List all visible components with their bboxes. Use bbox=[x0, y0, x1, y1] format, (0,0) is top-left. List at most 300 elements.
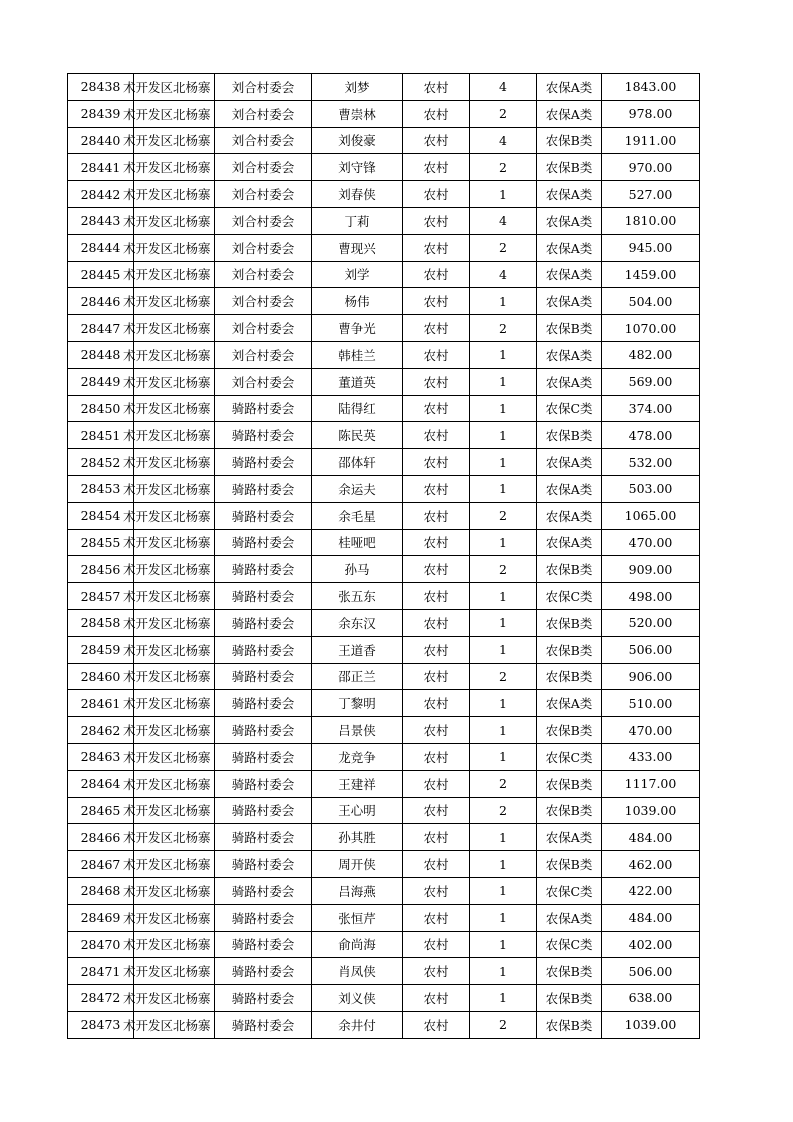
row-id-cell: 28438 bbox=[68, 74, 134, 101]
household-type-cell: 农村 bbox=[403, 341, 470, 368]
district-cell: 术开发区北杨寨 bbox=[134, 1011, 215, 1038]
row-id-cell: 28440 bbox=[68, 127, 134, 154]
row-id-cell: 28468 bbox=[68, 877, 134, 904]
household-type-cell: 农村 bbox=[403, 985, 470, 1012]
table-row bbox=[68, 797, 700, 824]
amount-cell: 498.00 bbox=[602, 583, 700, 610]
row-id-cell: 28452 bbox=[68, 449, 134, 476]
committee-cell: 骑路村委会 bbox=[215, 422, 312, 449]
name-cell: 肖凤侠 bbox=[312, 958, 403, 985]
row-id-cell: 28470 bbox=[68, 931, 134, 958]
category-cell: 农保A类 bbox=[537, 181, 602, 208]
member-count-cell: 2 bbox=[470, 556, 537, 583]
member-count-cell: 1 bbox=[470, 341, 537, 368]
district-cell: 术开发区北杨寨 bbox=[134, 904, 215, 931]
committee-cell: 骑路村委会 bbox=[215, 529, 312, 556]
committee-cell: 骑路村委会 bbox=[215, 985, 312, 1012]
category-cell: 农保B类 bbox=[537, 154, 602, 181]
row-id-cell: 28454 bbox=[68, 502, 134, 529]
committee-cell: 刘合村委会 bbox=[215, 234, 312, 261]
table-row bbox=[68, 1011, 700, 1038]
name-cell: 邵正兰 bbox=[312, 663, 403, 690]
table-row bbox=[68, 743, 700, 770]
row-id-cell: 28447 bbox=[68, 315, 134, 342]
category-cell: 农保B类 bbox=[537, 422, 602, 449]
committee-cell: 刘合村委会 bbox=[215, 154, 312, 181]
district-cell: 术开发区北杨寨 bbox=[134, 234, 215, 261]
household-type-cell: 农村 bbox=[403, 475, 470, 502]
category-cell: 农保A类 bbox=[537, 207, 602, 234]
member-count-cell: 1 bbox=[470, 824, 537, 851]
amount-cell: 1810.00 bbox=[602, 207, 700, 234]
row-id-cell: 28441 bbox=[68, 154, 134, 181]
table-row bbox=[68, 877, 700, 904]
category-cell: 农保A类 bbox=[537, 824, 602, 851]
table-row bbox=[68, 717, 700, 744]
row-id-cell: 28442 bbox=[68, 181, 134, 208]
committee-cell: 骑路村委会 bbox=[215, 797, 312, 824]
name-cell: 龙竞争 bbox=[312, 743, 403, 770]
household-type-cell: 农村 bbox=[403, 743, 470, 770]
name-cell: 刘春侠 bbox=[312, 181, 403, 208]
committee-cell: 刘合村委会 bbox=[215, 368, 312, 395]
amount-cell: 1911.00 bbox=[602, 127, 700, 154]
category-cell: 农保C类 bbox=[537, 931, 602, 958]
district-cell: 术开发区北杨寨 bbox=[134, 824, 215, 851]
name-cell: 刘守锋 bbox=[312, 154, 403, 181]
name-cell: 曹争光 bbox=[312, 315, 403, 342]
row-id-cell: 28451 bbox=[68, 422, 134, 449]
district-cell: 术开发区北杨寨 bbox=[134, 315, 215, 342]
district-cell: 术开发区北杨寨 bbox=[134, 583, 215, 610]
amount-cell: 945.00 bbox=[602, 234, 700, 261]
committee-cell: 骑路村委会 bbox=[215, 904, 312, 931]
row-id-cell: 28461 bbox=[68, 690, 134, 717]
table-row bbox=[68, 154, 700, 181]
household-type-cell: 农村 bbox=[403, 529, 470, 556]
household-type-cell: 农村 bbox=[403, 556, 470, 583]
name-cell: 余东汉 bbox=[312, 609, 403, 636]
amount-cell: 1065.00 bbox=[602, 502, 700, 529]
category-cell: 农保A类 bbox=[537, 502, 602, 529]
household-type-cell: 农村 bbox=[403, 636, 470, 663]
row-id-cell: 28453 bbox=[68, 475, 134, 502]
committee-cell: 骑路村委会 bbox=[215, 449, 312, 476]
amount-cell: 402.00 bbox=[602, 931, 700, 958]
committee-cell: 骑路村委会 bbox=[215, 690, 312, 717]
amount-cell: 978.00 bbox=[602, 100, 700, 127]
row-id-cell: 28443 bbox=[68, 207, 134, 234]
amount-cell: 484.00 bbox=[602, 824, 700, 851]
committee-cell: 骑路村委会 bbox=[215, 824, 312, 851]
member-count-cell: 1 bbox=[470, 877, 537, 904]
household-type-cell: 农村 bbox=[403, 958, 470, 985]
member-count-cell: 4 bbox=[470, 127, 537, 154]
committee-cell: 骑路村委会 bbox=[215, 717, 312, 744]
table-row bbox=[68, 181, 700, 208]
name-cell: 刘俊豪 bbox=[312, 127, 403, 154]
row-id-cell: 28464 bbox=[68, 770, 134, 797]
district-cell: 术开发区北杨寨 bbox=[134, 502, 215, 529]
name-cell: 吕景侠 bbox=[312, 717, 403, 744]
district-cell: 术开发区北杨寨 bbox=[134, 207, 215, 234]
category-cell: 农保A类 bbox=[537, 288, 602, 315]
committee-cell: 刘合村委会 bbox=[215, 288, 312, 315]
amount-cell: 970.00 bbox=[602, 154, 700, 181]
amount-cell: 484.00 bbox=[602, 904, 700, 931]
district-cell: 术开发区北杨寨 bbox=[134, 181, 215, 208]
committee-cell: 骑路村委会 bbox=[215, 1011, 312, 1038]
name-cell: 曹现兴 bbox=[312, 234, 403, 261]
category-cell: 农保B类 bbox=[537, 127, 602, 154]
district-cell: 术开发区北杨寨 bbox=[134, 127, 215, 154]
committee-cell: 骑路村委会 bbox=[215, 475, 312, 502]
committee-cell: 骑路村委会 bbox=[215, 931, 312, 958]
row-id-cell: 28472 bbox=[68, 985, 134, 1012]
amount-cell: 1843.00 bbox=[602, 74, 700, 101]
household-type-cell: 农村 bbox=[403, 100, 470, 127]
row-id-cell: 28446 bbox=[68, 288, 134, 315]
table-row bbox=[68, 341, 700, 368]
table-row bbox=[68, 234, 700, 261]
committee-cell: 刘合村委会 bbox=[215, 127, 312, 154]
name-cell: 陆得红 bbox=[312, 395, 403, 422]
table-row bbox=[68, 502, 700, 529]
category-cell: 农保C类 bbox=[537, 877, 602, 904]
category-cell: 农保C类 bbox=[537, 583, 602, 610]
table-row bbox=[68, 261, 700, 288]
table-row bbox=[68, 100, 700, 127]
household-type-cell: 农村 bbox=[403, 154, 470, 181]
row-id-cell: 28444 bbox=[68, 234, 134, 261]
member-count-cell: 2 bbox=[470, 663, 537, 690]
amount-cell: 506.00 bbox=[602, 636, 700, 663]
district-cell: 术开发区北杨寨 bbox=[134, 288, 215, 315]
row-id-cell: 28448 bbox=[68, 341, 134, 368]
table-row bbox=[68, 207, 700, 234]
table-row bbox=[68, 663, 700, 690]
committee-cell: 刘合村委会 bbox=[215, 341, 312, 368]
table-row bbox=[68, 690, 700, 717]
category-cell: 农保A类 bbox=[537, 529, 602, 556]
name-cell: 余运夫 bbox=[312, 475, 403, 502]
name-cell: 孙其胜 bbox=[312, 824, 403, 851]
amount-cell: 520.00 bbox=[602, 609, 700, 636]
household-type-cell: 农村 bbox=[403, 181, 470, 208]
table-row bbox=[68, 368, 700, 395]
district-cell: 术开发区北杨寨 bbox=[134, 609, 215, 636]
amount-cell: 1039.00 bbox=[602, 1011, 700, 1038]
table-row bbox=[68, 288, 700, 315]
row-id-cell: 28469 bbox=[68, 904, 134, 931]
table-row bbox=[68, 931, 700, 958]
table-row bbox=[68, 636, 700, 663]
name-cell: 陈民英 bbox=[312, 422, 403, 449]
category-cell: 农保C类 bbox=[537, 395, 602, 422]
district-cell: 术开发区北杨寨 bbox=[134, 770, 215, 797]
household-type-cell: 农村 bbox=[403, 1011, 470, 1038]
category-cell: 农保C类 bbox=[537, 743, 602, 770]
district-cell: 术开发区北杨寨 bbox=[134, 422, 215, 449]
district-cell: 术开发区北杨寨 bbox=[134, 368, 215, 395]
table-row bbox=[68, 958, 700, 985]
name-cell: 刘义侠 bbox=[312, 985, 403, 1012]
category-cell: 农保A类 bbox=[537, 234, 602, 261]
member-count-cell: 1 bbox=[470, 181, 537, 208]
committee-cell: 骑路村委会 bbox=[215, 502, 312, 529]
amount-cell: 462.00 bbox=[602, 851, 700, 878]
committee-cell: 刘合村委会 bbox=[215, 315, 312, 342]
category-cell: 农保A类 bbox=[537, 449, 602, 476]
household-type-cell: 农村 bbox=[403, 583, 470, 610]
member-count-cell: 1 bbox=[470, 609, 537, 636]
category-cell: 农保A类 bbox=[537, 475, 602, 502]
committee-cell: 骑路村委会 bbox=[215, 583, 312, 610]
amount-cell: 906.00 bbox=[602, 663, 700, 690]
household-type-cell: 农村 bbox=[403, 502, 470, 529]
committee-cell: 骑路村委会 bbox=[215, 609, 312, 636]
district-cell: 术开发区北杨寨 bbox=[134, 743, 215, 770]
member-count-cell: 1 bbox=[470, 851, 537, 878]
household-type-cell: 农村 bbox=[403, 449, 470, 476]
row-id-cell: 28462 bbox=[68, 717, 134, 744]
household-type-cell: 农村 bbox=[403, 315, 470, 342]
amount-cell: 433.00 bbox=[602, 743, 700, 770]
member-count-cell: 1 bbox=[470, 288, 537, 315]
household-type-cell: 农村 bbox=[403, 395, 470, 422]
name-cell: 曹崇林 bbox=[312, 100, 403, 127]
table-row bbox=[68, 904, 700, 931]
district-cell: 术开发区北杨寨 bbox=[134, 636, 215, 663]
amount-cell: 504.00 bbox=[602, 288, 700, 315]
table-row bbox=[68, 583, 700, 610]
member-count-cell: 1 bbox=[470, 449, 537, 476]
member-count-cell: 2 bbox=[470, 770, 537, 797]
member-count-cell: 1 bbox=[470, 958, 537, 985]
household-type-cell: 农村 bbox=[403, 288, 470, 315]
district-cell: 术开发区北杨寨 bbox=[134, 851, 215, 878]
district-cell: 术开发区北杨寨 bbox=[134, 261, 215, 288]
table-row bbox=[68, 529, 700, 556]
committee-cell: 骑路村委会 bbox=[215, 395, 312, 422]
category-cell: 农保B类 bbox=[537, 1011, 602, 1038]
name-cell: 王建祥 bbox=[312, 770, 403, 797]
household-type-cell: 农村 bbox=[403, 127, 470, 154]
subsidy-table bbox=[67, 73, 700, 1039]
name-cell: 俞尚海 bbox=[312, 931, 403, 958]
category-cell: 农保B类 bbox=[537, 717, 602, 744]
committee-cell: 骑路村委会 bbox=[215, 556, 312, 583]
row-id-cell: 28463 bbox=[68, 743, 134, 770]
household-type-cell: 农村 bbox=[403, 770, 470, 797]
committee-cell: 骑路村委会 bbox=[215, 663, 312, 690]
household-type-cell: 农村 bbox=[403, 717, 470, 744]
district-cell: 术开发区北杨寨 bbox=[134, 958, 215, 985]
member-count-cell: 1 bbox=[470, 422, 537, 449]
amount-cell: 569.00 bbox=[602, 368, 700, 395]
name-cell: 吕海燕 bbox=[312, 877, 403, 904]
household-type-cell: 农村 bbox=[403, 877, 470, 904]
table-row bbox=[68, 985, 700, 1012]
amount-cell: 527.00 bbox=[602, 181, 700, 208]
name-cell: 王心明 bbox=[312, 797, 403, 824]
household-type-cell: 农村 bbox=[403, 234, 470, 261]
name-cell: 刘梦 bbox=[312, 74, 403, 101]
household-type-cell: 农村 bbox=[403, 609, 470, 636]
name-cell: 余井付 bbox=[312, 1011, 403, 1038]
name-cell: 邵体轩 bbox=[312, 449, 403, 476]
table-body bbox=[68, 74, 700, 1039]
household-type-cell: 农村 bbox=[403, 261, 470, 288]
household-type-cell: 农村 bbox=[403, 797, 470, 824]
name-cell: 余毛星 bbox=[312, 502, 403, 529]
member-count-cell: 1 bbox=[470, 717, 537, 744]
category-cell: 农保B类 bbox=[537, 797, 602, 824]
committee-cell: 骑路村委会 bbox=[215, 877, 312, 904]
member-count-cell: 1 bbox=[470, 743, 537, 770]
table-row bbox=[68, 475, 700, 502]
amount-cell: 470.00 bbox=[602, 529, 700, 556]
name-cell: 韩桂兰 bbox=[312, 341, 403, 368]
name-cell: 丁莉 bbox=[312, 207, 403, 234]
name-cell: 丁黎明 bbox=[312, 690, 403, 717]
household-type-cell: 农村 bbox=[403, 207, 470, 234]
household-type-cell: 农村 bbox=[403, 663, 470, 690]
row-id-cell: 28471 bbox=[68, 958, 134, 985]
name-cell: 刘学 bbox=[312, 261, 403, 288]
member-count-cell: 4 bbox=[470, 74, 537, 101]
district-cell: 术开发区北杨寨 bbox=[134, 556, 215, 583]
amount-cell: 478.00 bbox=[602, 422, 700, 449]
table-row bbox=[68, 395, 700, 422]
row-id-cell: 28455 bbox=[68, 529, 134, 556]
district-cell: 术开发区北杨寨 bbox=[134, 74, 215, 101]
table-row bbox=[68, 556, 700, 583]
household-type-cell: 农村 bbox=[403, 904, 470, 931]
row-id-cell: 28473 bbox=[68, 1011, 134, 1038]
row-id-cell: 28458 bbox=[68, 609, 134, 636]
committee-cell: 骑路村委会 bbox=[215, 636, 312, 663]
committee-cell: 刘合村委会 bbox=[215, 74, 312, 101]
category-cell: 农保A类 bbox=[537, 341, 602, 368]
row-id-cell: 28457 bbox=[68, 583, 134, 610]
name-cell: 张五东 bbox=[312, 583, 403, 610]
district-cell: 术开发区北杨寨 bbox=[134, 931, 215, 958]
category-cell: 农保B类 bbox=[537, 556, 602, 583]
row-id-cell: 28456 bbox=[68, 556, 134, 583]
member-count-cell: 2 bbox=[470, 154, 537, 181]
amount-cell: 1459.00 bbox=[602, 261, 700, 288]
member-count-cell: 2 bbox=[470, 234, 537, 261]
name-cell: 桂哑吧 bbox=[312, 529, 403, 556]
committee-cell: 骑路村委会 bbox=[215, 851, 312, 878]
amount-cell: 482.00 bbox=[602, 341, 700, 368]
amount-cell: 503.00 bbox=[602, 475, 700, 502]
committee-cell: 骑路村委会 bbox=[215, 743, 312, 770]
member-count-cell: 1 bbox=[470, 475, 537, 502]
district-cell: 术开发区北杨寨 bbox=[134, 690, 215, 717]
committee-cell: 骑路村委会 bbox=[215, 958, 312, 985]
category-cell: 农保B类 bbox=[537, 609, 602, 636]
member-count-cell: 1 bbox=[470, 931, 537, 958]
category-cell: 农保B类 bbox=[537, 985, 602, 1012]
amount-cell: 909.00 bbox=[602, 556, 700, 583]
amount-cell: 506.00 bbox=[602, 958, 700, 985]
row-id-cell: 28460 bbox=[68, 663, 134, 690]
amount-cell: 374.00 bbox=[602, 395, 700, 422]
committee-cell: 刘合村委会 bbox=[215, 261, 312, 288]
member-count-cell: 1 bbox=[470, 368, 537, 395]
member-count-cell: 4 bbox=[470, 207, 537, 234]
amount-cell: 1117.00 bbox=[602, 770, 700, 797]
member-count-cell: 2 bbox=[470, 502, 537, 529]
household-type-cell: 农村 bbox=[403, 931, 470, 958]
category-cell: 农保B类 bbox=[537, 770, 602, 797]
household-type-cell: 农村 bbox=[403, 851, 470, 878]
district-cell: 术开发区北杨寨 bbox=[134, 877, 215, 904]
name-cell: 周开侠 bbox=[312, 851, 403, 878]
category-cell: 农保B类 bbox=[537, 851, 602, 878]
name-cell: 孙马 bbox=[312, 556, 403, 583]
category-cell: 农保A类 bbox=[537, 690, 602, 717]
member-count-cell: 1 bbox=[470, 636, 537, 663]
row-id-cell: 28439 bbox=[68, 100, 134, 127]
row-id-cell: 28445 bbox=[68, 261, 134, 288]
member-count-cell: 1 bbox=[470, 690, 537, 717]
amount-cell: 532.00 bbox=[602, 449, 700, 476]
table-row bbox=[68, 851, 700, 878]
district-cell: 术开发区北杨寨 bbox=[134, 341, 215, 368]
table-row bbox=[68, 315, 700, 342]
committee-cell: 刘合村委会 bbox=[215, 100, 312, 127]
amount-cell: 1039.00 bbox=[602, 797, 700, 824]
household-type-cell: 农村 bbox=[403, 824, 470, 851]
row-id-cell: 28467 bbox=[68, 851, 134, 878]
member-count-cell: 1 bbox=[470, 583, 537, 610]
amount-cell: 638.00 bbox=[602, 985, 700, 1012]
district-cell: 术开发区北杨寨 bbox=[134, 395, 215, 422]
member-count-cell: 1 bbox=[470, 529, 537, 556]
committee-cell: 刘合村委会 bbox=[215, 181, 312, 208]
category-cell: 农保A类 bbox=[537, 904, 602, 931]
table-row bbox=[68, 422, 700, 449]
household-type-cell: 农村 bbox=[403, 368, 470, 395]
committee-cell: 刘合村委会 bbox=[215, 207, 312, 234]
household-type-cell: 农村 bbox=[403, 690, 470, 717]
table-row bbox=[68, 127, 700, 154]
table-row bbox=[68, 449, 700, 476]
name-cell: 张恒芹 bbox=[312, 904, 403, 931]
row-id-cell: 28466 bbox=[68, 824, 134, 851]
district-cell: 术开发区北杨寨 bbox=[134, 797, 215, 824]
district-cell: 术开发区北杨寨 bbox=[134, 529, 215, 556]
district-cell: 术开发区北杨寨 bbox=[134, 717, 215, 744]
category-cell: 农保B类 bbox=[537, 663, 602, 690]
committee-cell: 骑路村委会 bbox=[215, 770, 312, 797]
row-id-cell: 28459 bbox=[68, 636, 134, 663]
name-cell: 杨伟 bbox=[312, 288, 403, 315]
district-cell: 术开发区北杨寨 bbox=[134, 985, 215, 1012]
category-cell: 农保B类 bbox=[537, 958, 602, 985]
member-count-cell: 2 bbox=[470, 1011, 537, 1038]
table-row bbox=[68, 74, 700, 101]
district-cell: 术开发区北杨寨 bbox=[134, 100, 215, 127]
category-cell: 农保A类 bbox=[537, 261, 602, 288]
category-cell: 农保A类 bbox=[537, 368, 602, 395]
table-row bbox=[68, 609, 700, 636]
district-cell: 术开发区北杨寨 bbox=[134, 663, 215, 690]
table-row bbox=[68, 770, 700, 797]
